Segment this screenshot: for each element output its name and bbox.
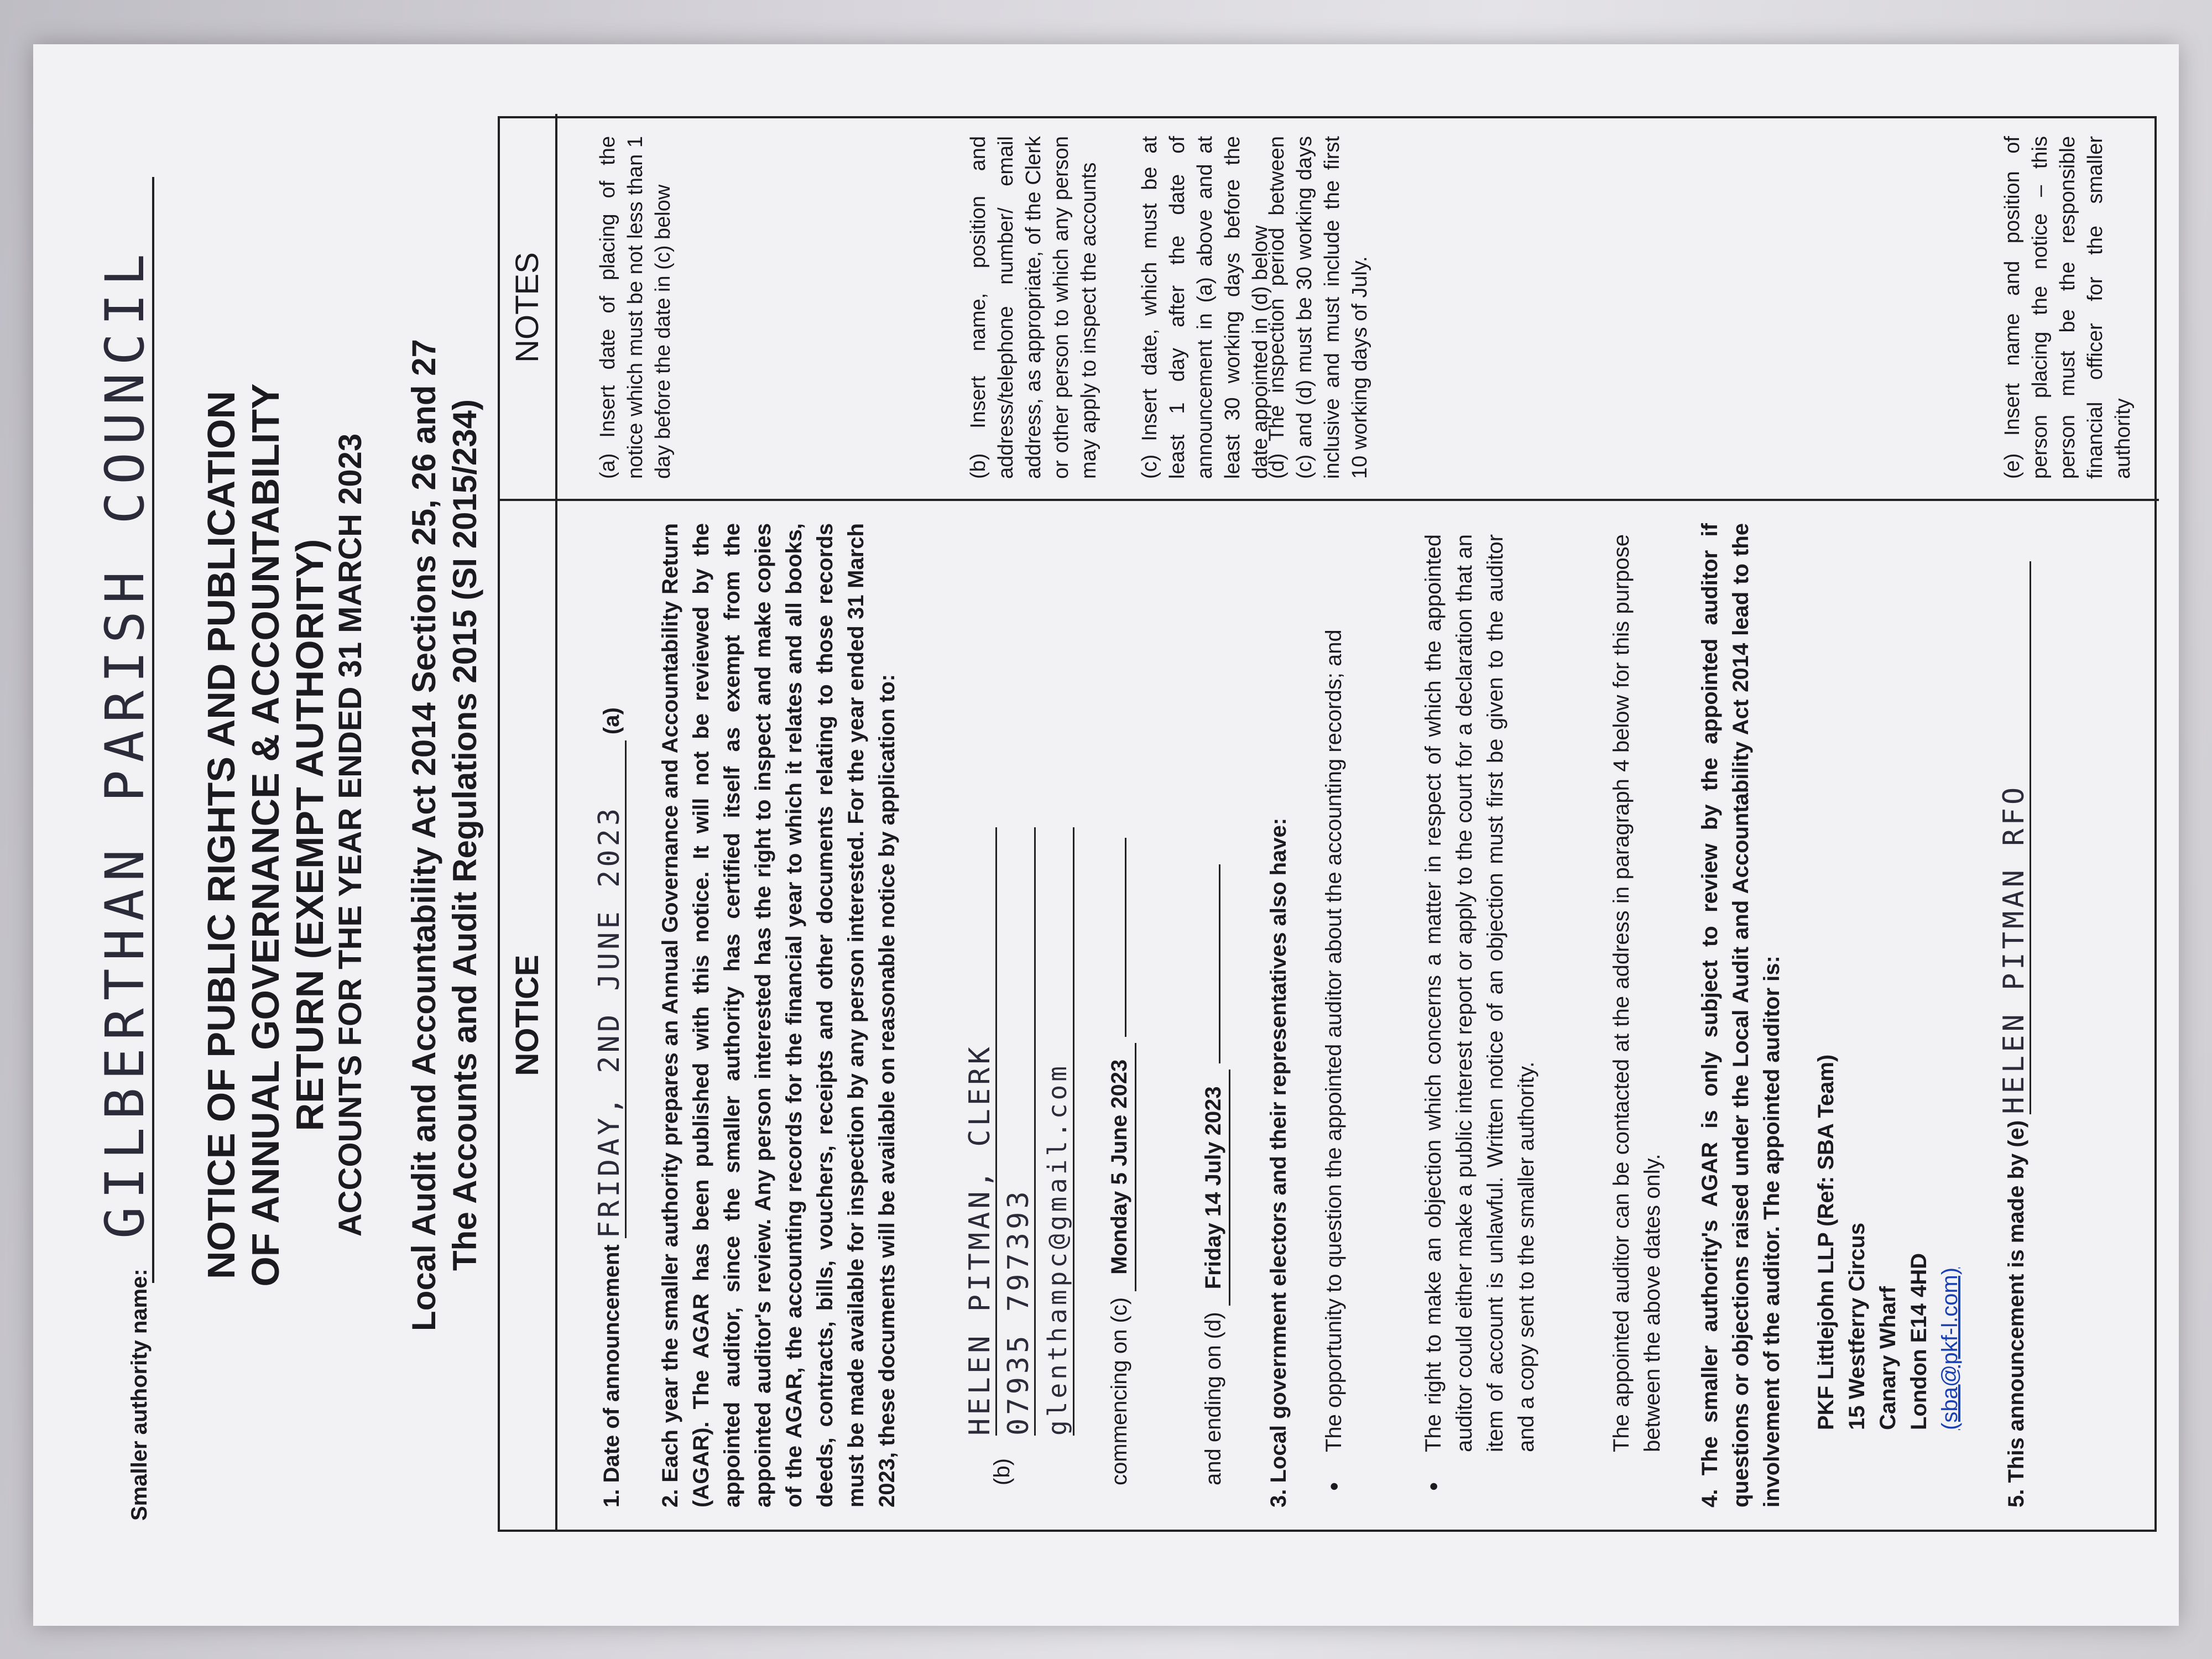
- act-line: Local Audit and Accountability Act 2014 Sections 25, 26 and 27: [405, 339, 442, 1331]
- commencing-line: [1103, 523, 1136, 1507]
- bullet-item-question: [1318, 523, 1385, 1507]
- title-line-2: OF ANNUAL GOVERNANCE & ACCOUNTABILITY: [244, 383, 287, 1287]
- ending-date: Friday 14 July 2023: [1198, 1070, 1230, 1306]
- contact-name: HELEN PITMAN, CLERK: [964, 827, 997, 1436]
- ending-blank: [1197, 864, 1220, 1063]
- note-a: (a) Insert date of placing of the notice which must be not less than 1 day before the date in (c) below: [596, 136, 675, 479]
- contact-phone: 07935 797393: [1003, 827, 1036, 1436]
- auditor-address-line-3: London E14 4HD: [1907, 1253, 1931, 1430]
- auditor-address-line-1: 15 Westferry Circus: [1845, 1223, 1869, 1430]
- notice-column-header: NOTICE: [500, 499, 557, 1530]
- paragraph-2-part-2: Any person interested has the right to inspect and make copies of the AGAR, the accounting records for the financial year to which it relates and all books, deeds, contracts, bills, vouchers, receipts and other documents relating to those records must be made available for inspection by any person interested. For the year ended 31 March 2023, these documents will be available on reasonable notice by application to:: [751, 523, 899, 1507]
- paragraph-3-heading: 3. Local government electors and their representatives also have:: [1266, 817, 1291, 1507]
- ending-label: and ending on (d): [1201, 1312, 1225, 1485]
- authority-label: Smaller authority name:: [127, 1269, 152, 1521]
- contact-ref: (b): [990, 1458, 1014, 1485]
- note-b: (b) Insert name, position and address/telephone number/ email address, as appropriate, of the Clerk or other person to which any person may apply to inspect the accounts: [967, 136, 1100, 479]
- bullet-icon: •: [1419, 1481, 1448, 1491]
- auditor-address-line-2: Canary Wharf: [1876, 1286, 1900, 1430]
- auditor-contact-text: The appointed auditor can be contacted at the address in paragraph 4 below for this purpose between the above dates only.: [1609, 534, 1665, 1452]
- commencing-blank: [1103, 838, 1126, 1037]
- paragraph-2-part-1: 2. Each year the smaller authority prepares an Annual Governance and Accountability Return (AGAR). The AGAR has been published with this notice. It will not be reviewed by the appointed auditor, since the smaller authority has certified itself as exempt from the appointed auditor's review.: [658, 523, 775, 1507]
- legislation-heading: [404, 44, 486, 1626]
- bullet-text-objection: The right to make an objection which concerns a matter in respect of which the appointed auditor could either make a public interest report or apply to the court for a declaration that an item of account is unlawful. Written notice of an objection must first be given to the auditor and a copy sent to the smaller authority.: [1421, 534, 1538, 1452]
- date-label: 1. Date of announcement: [599, 1244, 624, 1507]
- announcement-by-label: 5. This announcement is made by (e): [2004, 1120, 2028, 1507]
- title-line-1: NOTICE OF PUBLIC RIGHTS AND PUBLICATION: [200, 390, 243, 1280]
- note-e: (e) Insert name and position of person placing the notice – this person must be the responsible financial officer for the smaller authority: [2001, 136, 2135, 479]
- title-line-3: RETURN (EXEMPT AUTHORITY): [288, 539, 331, 1131]
- bullet-icon: •: [1319, 1481, 1348, 1491]
- auditor-name: PKF Littlejohn LLP (Ref: SBA Team): [1814, 1054, 1838, 1430]
- note-d: (d) The inspection period between (c) and (d) must be 30 working days inclusive and must include the first 10 working days of July.: [1265, 136, 1371, 479]
- paragraph-4: 4. The smaller authority's AGAR is only subject to review by the appointed auditor if questions or objections raised under the Local Audit and Accountability Act 2014 lead to the involvement of the auditor. The appointed auditor is:: [1698, 523, 1784, 1507]
- bullet-text-question: The opportunity to question the appointed auditor about the accounting records; and: [1322, 629, 1346, 1452]
- paragraph-1: [594, 523, 627, 1507]
- paragraph-5: [1999, 523, 2032, 1507]
- notice-sheet: [33, 44, 2179, 1626]
- regulations-line: The Accounts and Audit Regulations 2015 (SI 2015/234): [446, 399, 483, 1271]
- bullet-item-objection: [1418, 523, 1584, 1507]
- note-c: (c) Insert date, which must be at least 1 day after the date of announcement in (a) above and at least 30 working days before the date appointed in (d) below: [1138, 136, 1272, 479]
- notes-column-header: NOTES: [500, 114, 557, 501]
- authority-name-handwritten: GILBERTHAN PARISH COUNCIL: [94, 246, 156, 1239]
- paragraph-2: [655, 523, 902, 1507]
- auditor-address: [1811, 446, 1965, 1430]
- commencing-date: Monday 5 June 2023: [1104, 1043, 1136, 1291]
- accounts-heading: ACCOUNTS FOR THE YEAR ENDED 31 MARCH 2023: [332, 433, 368, 1237]
- notice-title: [199, 44, 332, 1626]
- auditor-email-link[interactable]: (sba@pkf-l.com): [1938, 1267, 1962, 1430]
- notice-table: [498, 116, 2157, 1532]
- contact-email: glenthampc@gmail.com: [1042, 827, 1074, 1436]
- commencing-label: commencing on (c): [1107, 1297, 1131, 1485]
- date-ref: (a): [599, 707, 624, 735]
- date-value: FRIDAY, 2ND JUNE 2023: [594, 740, 627, 1238]
- announcement-by-value: HELEN PITMAN RFO: [1999, 561, 2031, 1114]
- ending-line: [1197, 523, 1230, 1507]
